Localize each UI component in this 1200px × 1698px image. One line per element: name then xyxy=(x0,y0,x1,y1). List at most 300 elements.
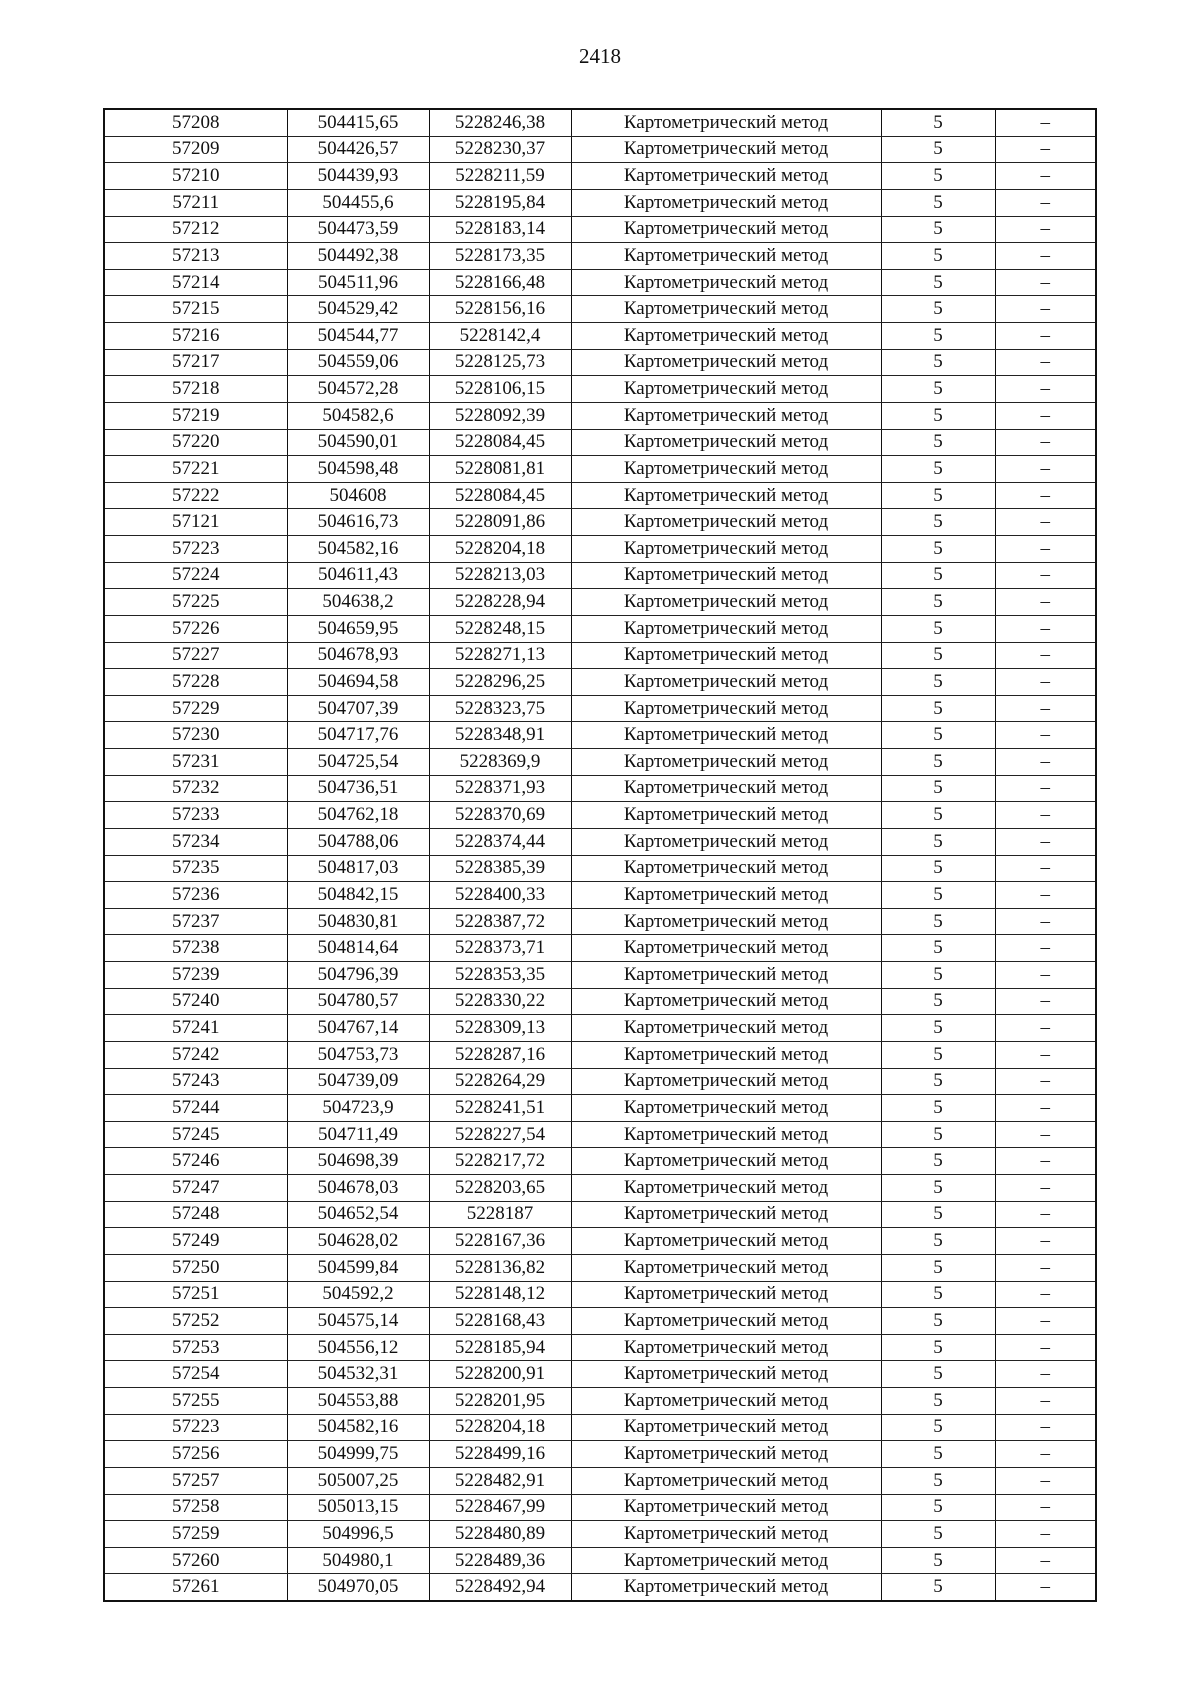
point-number-cell: 57232 xyxy=(104,775,287,802)
y-coordinate-cell: 5228204,18 xyxy=(429,536,571,563)
method-cell: Картометрический метод xyxy=(571,1388,881,1415)
point-number-cell: 57255 xyxy=(104,1388,287,1415)
accuracy-cell: 5 xyxy=(881,828,995,855)
note-cell: – xyxy=(995,323,1096,350)
x-coordinate-cell: 504698,39 xyxy=(287,1148,429,1175)
point-number-cell: 57218 xyxy=(104,376,287,403)
table-row xyxy=(104,109,1096,136)
x-coordinate-cell: 504439,93 xyxy=(287,163,429,190)
point-number-cell: 57260 xyxy=(104,1547,287,1574)
table-row xyxy=(104,1467,1096,1494)
method-cell: Картометрический метод xyxy=(571,1041,881,1068)
x-coordinate-cell: 504753,73 xyxy=(287,1041,429,1068)
x-coordinate-cell: 504707,39 xyxy=(287,695,429,722)
table-row xyxy=(104,1414,1096,1441)
accuracy-cell: 5 xyxy=(881,1414,995,1441)
y-coordinate-cell: 5228387,72 xyxy=(429,908,571,935)
y-coordinate-cell: 5228156,16 xyxy=(429,296,571,323)
accuracy-cell: 5 xyxy=(881,1228,995,1255)
table-row xyxy=(104,536,1096,563)
accuracy-cell: 5 xyxy=(881,855,995,882)
table-row xyxy=(104,402,1096,429)
table-row xyxy=(104,1175,1096,1202)
table-row xyxy=(104,775,1096,802)
point-number-cell: 57248 xyxy=(104,1201,287,1228)
y-coordinate-cell: 5228142,4 xyxy=(429,323,571,350)
x-coordinate-cell: 504553,88 xyxy=(287,1388,429,1415)
point-number-cell: 57236 xyxy=(104,882,287,909)
point-number-cell: 57261 xyxy=(104,1574,287,1601)
note-cell: – xyxy=(995,109,1096,136)
point-number-cell: 57242 xyxy=(104,1041,287,1068)
accuracy-cell: 5 xyxy=(881,642,995,669)
method-cell: Картометрический метод xyxy=(571,908,881,935)
method-cell: Картометрический метод xyxy=(571,1308,881,1335)
accuracy-cell: 5 xyxy=(881,1068,995,1095)
accuracy-cell: 5 xyxy=(881,482,995,509)
y-coordinate-cell: 5228374,44 xyxy=(429,828,571,855)
table-row xyxy=(104,323,1096,350)
y-coordinate-cell: 5228227,54 xyxy=(429,1121,571,1148)
note-cell: – xyxy=(995,669,1096,696)
point-number-cell: 57208 xyxy=(104,109,287,136)
x-coordinate-cell: 504582,16 xyxy=(287,1414,429,1441)
x-coordinate-cell: 504814,64 xyxy=(287,935,429,962)
method-cell: Картометрический метод xyxy=(571,1547,881,1574)
x-coordinate-cell: 504426,57 xyxy=(287,136,429,163)
y-coordinate-cell: 5228499,16 xyxy=(429,1441,571,1468)
note-cell: – xyxy=(995,935,1096,962)
table-row xyxy=(104,828,1096,855)
note-cell: – xyxy=(995,722,1096,749)
method-cell: Картометрический метод xyxy=(571,802,881,829)
x-coordinate-cell: 504599,84 xyxy=(287,1254,429,1281)
x-coordinate-cell: 504817,03 xyxy=(287,855,429,882)
accuracy-cell: 5 xyxy=(881,269,995,296)
x-coordinate-cell: 504415,65 xyxy=(287,109,429,136)
note-cell: – xyxy=(995,908,1096,935)
y-coordinate-cell: 5228480,89 xyxy=(429,1521,571,1548)
method-cell: Картометрический метод xyxy=(571,855,881,882)
table-row xyxy=(104,882,1096,909)
table-row xyxy=(104,1015,1096,1042)
table-row xyxy=(104,1361,1096,1388)
note-cell: – xyxy=(995,349,1096,376)
note-cell: – xyxy=(995,882,1096,909)
accuracy-cell: 5 xyxy=(881,189,995,216)
method-cell: Картометрический метод xyxy=(571,1334,881,1361)
y-coordinate-cell: 5228400,33 xyxy=(429,882,571,909)
accuracy-cell: 5 xyxy=(881,509,995,536)
point-number-cell: 57257 xyxy=(104,1467,287,1494)
x-coordinate-cell: 504762,18 xyxy=(287,802,429,829)
y-coordinate-cell: 5228467,99 xyxy=(429,1494,571,1521)
note-cell: – xyxy=(995,189,1096,216)
method-cell: Картометрический метод xyxy=(571,1574,881,1601)
note-cell: – xyxy=(995,296,1096,323)
x-coordinate-cell: 504788,06 xyxy=(287,828,429,855)
table-row xyxy=(104,695,1096,722)
method-cell: Картометрический метод xyxy=(571,1015,881,1042)
point-number-cell: 57228 xyxy=(104,669,287,696)
y-coordinate-cell: 5228228,94 xyxy=(429,589,571,616)
note-cell: – xyxy=(995,1281,1096,1308)
point-number-cell: 57230 xyxy=(104,722,287,749)
accuracy-cell: 5 xyxy=(881,323,995,350)
note-cell: – xyxy=(995,775,1096,802)
method-cell: Картометрический метод xyxy=(571,269,881,296)
note-cell: – xyxy=(995,1308,1096,1335)
note-cell: – xyxy=(995,456,1096,483)
point-number-cell: 57243 xyxy=(104,1068,287,1095)
note-cell: – xyxy=(995,536,1096,563)
x-coordinate-cell: 504556,12 xyxy=(287,1334,429,1361)
point-number-cell: 57121 xyxy=(104,509,287,536)
method-cell: Картометрический метод xyxy=(571,349,881,376)
x-coordinate-cell: 505013,15 xyxy=(287,1494,429,1521)
y-coordinate-cell: 5228091,86 xyxy=(429,509,571,536)
point-number-cell: 57219 xyxy=(104,402,287,429)
note-cell: – xyxy=(995,802,1096,829)
coordinates-table-body xyxy=(104,109,1096,1601)
table-row xyxy=(104,1334,1096,1361)
table-row xyxy=(104,615,1096,642)
method-cell: Картометрический метод xyxy=(571,163,881,190)
x-coordinate-cell: 504711,49 xyxy=(287,1121,429,1148)
method-cell: Картометрический метод xyxy=(571,589,881,616)
y-coordinate-cell: 5228187 xyxy=(429,1201,571,1228)
y-coordinate-cell: 5228204,18 xyxy=(429,1414,571,1441)
method-cell: Картометрический метод xyxy=(571,243,881,270)
accuracy-cell: 5 xyxy=(881,456,995,483)
point-number-cell: 57231 xyxy=(104,749,287,776)
point-number-cell: 57229 xyxy=(104,695,287,722)
accuracy-cell: 5 xyxy=(881,908,995,935)
method-cell: Картометрический метод xyxy=(571,296,881,323)
x-coordinate-cell: 504694,58 xyxy=(287,669,429,696)
x-coordinate-cell: 504678,03 xyxy=(287,1175,429,1202)
note-cell: – xyxy=(995,589,1096,616)
point-number-cell: 57233 xyxy=(104,802,287,829)
point-number-cell: 57244 xyxy=(104,1095,287,1122)
point-number-cell: 57245 xyxy=(104,1121,287,1148)
y-coordinate-cell: 5228213,03 xyxy=(429,562,571,589)
table-row xyxy=(104,509,1096,536)
y-coordinate-cell: 5228248,15 xyxy=(429,615,571,642)
y-coordinate-cell: 5228211,59 xyxy=(429,163,571,190)
table-row xyxy=(104,1068,1096,1095)
accuracy-cell: 5 xyxy=(881,1361,995,1388)
table-row xyxy=(104,855,1096,882)
note-cell: – xyxy=(995,163,1096,190)
table-row xyxy=(104,908,1096,935)
note-cell: – xyxy=(995,695,1096,722)
x-coordinate-cell: 504590,01 xyxy=(287,429,429,456)
accuracy-cell: 5 xyxy=(881,1308,995,1335)
y-coordinate-cell: 5228200,91 xyxy=(429,1361,571,1388)
table-row xyxy=(104,562,1096,589)
table-row xyxy=(104,216,1096,243)
point-number-cell: 57254 xyxy=(104,1361,287,1388)
note-cell: – xyxy=(995,1467,1096,1494)
accuracy-cell: 5 xyxy=(881,935,995,962)
note-cell: – xyxy=(995,1095,1096,1122)
accuracy-cell: 5 xyxy=(881,722,995,749)
note-cell: – xyxy=(995,749,1096,776)
point-number-cell: 57211 xyxy=(104,189,287,216)
note-cell: – xyxy=(995,855,1096,882)
method-cell: Картометрический метод xyxy=(571,669,881,696)
table-row xyxy=(104,189,1096,216)
x-coordinate-cell: 504598,48 xyxy=(287,456,429,483)
y-coordinate-cell: 5228136,82 xyxy=(429,1254,571,1281)
x-coordinate-cell: 504572,28 xyxy=(287,376,429,403)
table-row xyxy=(104,1494,1096,1521)
accuracy-cell: 5 xyxy=(881,1095,995,1122)
x-coordinate-cell: 504767,14 xyxy=(287,1015,429,1042)
accuracy-cell: 5 xyxy=(881,376,995,403)
point-number-cell: 57237 xyxy=(104,908,287,935)
point-number-cell: 57259 xyxy=(104,1521,287,1548)
note-cell: – xyxy=(995,243,1096,270)
method-cell: Картометрический метод xyxy=(571,1441,881,1468)
y-coordinate-cell: 5228092,39 xyxy=(429,402,571,429)
table-row xyxy=(104,1095,1096,1122)
note-cell: – xyxy=(995,1121,1096,1148)
accuracy-cell: 5 xyxy=(881,136,995,163)
point-number-cell: 57235 xyxy=(104,855,287,882)
method-cell: Картометрический метод xyxy=(571,642,881,669)
method-cell: Картометрический метод xyxy=(571,109,881,136)
accuracy-cell: 5 xyxy=(881,1547,995,1574)
method-cell: Картометрический метод xyxy=(571,1068,881,1095)
y-coordinate-cell: 5228106,15 xyxy=(429,376,571,403)
table-row xyxy=(104,1547,1096,1574)
table-row xyxy=(104,269,1096,296)
method-cell: Картометрический метод xyxy=(571,882,881,909)
y-coordinate-cell: 5228482,91 xyxy=(429,1467,571,1494)
x-coordinate-cell: 504717,76 xyxy=(287,722,429,749)
x-coordinate-cell: 504473,59 xyxy=(287,216,429,243)
accuracy-cell: 5 xyxy=(881,429,995,456)
x-coordinate-cell: 504582,6 xyxy=(287,402,429,429)
x-coordinate-cell: 504830,81 xyxy=(287,908,429,935)
method-cell: Картометрический метод xyxy=(571,136,881,163)
table-row xyxy=(104,136,1096,163)
method-cell: Картометрический метод xyxy=(571,615,881,642)
note-cell: – xyxy=(995,1148,1096,1175)
table-row xyxy=(104,1121,1096,1148)
accuracy-cell: 5 xyxy=(881,962,995,989)
method-cell: Картометрический метод xyxy=(571,1361,881,1388)
method-cell: Картометрический метод xyxy=(571,1175,881,1202)
y-coordinate-cell: 5228264,29 xyxy=(429,1068,571,1095)
point-number-cell: 57258 xyxy=(104,1494,287,1521)
x-coordinate-cell: 505007,25 xyxy=(287,1467,429,1494)
method-cell: Картометрический метод xyxy=(571,1494,881,1521)
accuracy-cell: 5 xyxy=(881,589,995,616)
accuracy-cell: 5 xyxy=(881,669,995,696)
table-row xyxy=(104,456,1096,483)
note-cell: – xyxy=(995,962,1096,989)
y-coordinate-cell: 5228185,94 xyxy=(429,1334,571,1361)
y-coordinate-cell: 5228081,81 xyxy=(429,456,571,483)
y-coordinate-cell: 5228166,48 xyxy=(429,269,571,296)
accuracy-cell: 5 xyxy=(881,536,995,563)
x-coordinate-cell: 504678,93 xyxy=(287,642,429,669)
accuracy-cell: 5 xyxy=(881,988,995,1015)
table-row xyxy=(104,429,1096,456)
y-coordinate-cell: 5228371,93 xyxy=(429,775,571,802)
y-coordinate-cell: 5228385,39 xyxy=(429,855,571,882)
method-cell: Картометрический метод xyxy=(571,509,881,536)
point-number-cell: 57214 xyxy=(104,269,287,296)
y-coordinate-cell: 5228246,38 xyxy=(429,109,571,136)
method-cell: Картометрический метод xyxy=(571,962,881,989)
method-cell: Картометрический метод xyxy=(571,402,881,429)
y-coordinate-cell: 5228173,35 xyxy=(429,243,571,270)
point-number-cell: 57241 xyxy=(104,1015,287,1042)
table-row xyxy=(104,589,1096,616)
point-number-cell: 57247 xyxy=(104,1175,287,1202)
y-coordinate-cell: 5228241,51 xyxy=(429,1095,571,1122)
table-row xyxy=(104,749,1096,776)
note-cell: – xyxy=(995,988,1096,1015)
y-coordinate-cell: 5228084,45 xyxy=(429,429,571,456)
point-number-cell: 57246 xyxy=(104,1148,287,1175)
y-coordinate-cell: 5228296,25 xyxy=(429,669,571,696)
x-coordinate-cell: 504592,2 xyxy=(287,1281,429,1308)
y-coordinate-cell: 5228203,65 xyxy=(429,1175,571,1202)
method-cell: Картометрический метод xyxy=(571,1521,881,1548)
y-coordinate-cell: 5228309,13 xyxy=(429,1015,571,1042)
note-cell: – xyxy=(995,1521,1096,1548)
x-coordinate-cell: 504970,05 xyxy=(287,1574,429,1601)
method-cell: Картометрический метод xyxy=(571,376,881,403)
y-coordinate-cell: 5228084,45 xyxy=(429,482,571,509)
x-coordinate-cell: 504780,57 xyxy=(287,988,429,1015)
table-row xyxy=(104,642,1096,669)
accuracy-cell: 5 xyxy=(881,1148,995,1175)
y-coordinate-cell: 5228195,84 xyxy=(429,189,571,216)
note-cell: – xyxy=(995,216,1096,243)
accuracy-cell: 5 xyxy=(881,695,995,722)
y-coordinate-cell: 5228168,43 xyxy=(429,1308,571,1335)
method-cell: Картометрический метод xyxy=(571,1095,881,1122)
note-cell: – xyxy=(995,402,1096,429)
x-coordinate-cell: 504492,38 xyxy=(287,243,429,270)
accuracy-cell: 5 xyxy=(881,1467,995,1494)
x-coordinate-cell: 504611,43 xyxy=(287,562,429,589)
note-cell: – xyxy=(995,1414,1096,1441)
note-cell: – xyxy=(995,1015,1096,1042)
x-coordinate-cell: 504736,51 xyxy=(287,775,429,802)
method-cell: Картометрический метод xyxy=(571,216,881,243)
accuracy-cell: 5 xyxy=(881,1521,995,1548)
accuracy-cell: 5 xyxy=(881,1121,995,1148)
table-row xyxy=(104,163,1096,190)
table-row xyxy=(104,376,1096,403)
note-cell: – xyxy=(995,1361,1096,1388)
x-coordinate-cell: 504616,73 xyxy=(287,509,429,536)
accuracy-cell: 5 xyxy=(881,775,995,802)
note-cell: – xyxy=(995,615,1096,642)
point-number-cell: 57239 xyxy=(104,962,287,989)
x-coordinate-cell: 504575,14 xyxy=(287,1308,429,1335)
method-cell: Картометрический метод xyxy=(571,429,881,456)
table-row xyxy=(104,349,1096,376)
accuracy-cell: 5 xyxy=(881,296,995,323)
x-coordinate-cell: 504455,6 xyxy=(287,189,429,216)
accuracy-cell: 5 xyxy=(881,1494,995,1521)
point-number-cell: 57227 xyxy=(104,642,287,669)
x-coordinate-cell: 504628,02 xyxy=(287,1228,429,1255)
point-number-cell: 57215 xyxy=(104,296,287,323)
x-coordinate-cell: 504582,16 xyxy=(287,536,429,563)
table-row xyxy=(104,296,1096,323)
x-coordinate-cell: 504511,96 xyxy=(287,269,429,296)
point-number-cell: 57234 xyxy=(104,828,287,855)
y-coordinate-cell: 5228148,12 xyxy=(429,1281,571,1308)
accuracy-cell: 5 xyxy=(881,562,995,589)
point-number-cell: 57210 xyxy=(104,163,287,190)
y-coordinate-cell: 5228230,37 xyxy=(429,136,571,163)
accuracy-cell: 5 xyxy=(881,163,995,190)
accuracy-cell: 5 xyxy=(881,749,995,776)
x-coordinate-cell: 504842,15 xyxy=(287,882,429,909)
x-coordinate-cell: 504723,9 xyxy=(287,1095,429,1122)
point-number-cell: 57224 xyxy=(104,562,287,589)
y-coordinate-cell: 5228125,73 xyxy=(429,349,571,376)
method-cell: Картометрический метод xyxy=(571,775,881,802)
method-cell: Картометрический метод xyxy=(571,1467,881,1494)
accuracy-cell: 5 xyxy=(881,1254,995,1281)
x-coordinate-cell: 504532,31 xyxy=(287,1361,429,1388)
x-coordinate-cell: 504544,77 xyxy=(287,323,429,350)
y-coordinate-cell: 5228492,94 xyxy=(429,1574,571,1601)
table-row xyxy=(104,1148,1096,1175)
table-row xyxy=(104,1281,1096,1308)
point-number-cell: 57238 xyxy=(104,935,287,962)
note-cell: – xyxy=(995,1388,1096,1415)
note-cell: – xyxy=(995,562,1096,589)
coordinates-table xyxy=(103,108,1097,1602)
accuracy-cell: 5 xyxy=(881,349,995,376)
accuracy-cell: 5 xyxy=(881,615,995,642)
x-coordinate-cell: 504529,42 xyxy=(287,296,429,323)
note-cell: – xyxy=(995,509,1096,536)
y-coordinate-cell: 5228167,36 xyxy=(429,1228,571,1255)
point-number-cell: 57253 xyxy=(104,1334,287,1361)
point-number-cell: 57221 xyxy=(104,456,287,483)
y-coordinate-cell: 5228353,35 xyxy=(429,962,571,989)
y-coordinate-cell: 5228370,69 xyxy=(429,802,571,829)
method-cell: Картометрический метод xyxy=(571,1254,881,1281)
table-row xyxy=(104,802,1096,829)
y-coordinate-cell: 5228369,9 xyxy=(429,749,571,776)
accuracy-cell: 5 xyxy=(881,802,995,829)
method-cell: Картометрический метод xyxy=(571,562,881,589)
method-cell: Картометрический метод xyxy=(571,189,881,216)
method-cell: Картометрический метод xyxy=(571,749,881,776)
note-cell: – xyxy=(995,269,1096,296)
table-row xyxy=(104,935,1096,962)
note-cell: – xyxy=(995,828,1096,855)
point-number-cell: 57249 xyxy=(104,1228,287,1255)
method-cell: Картометрический метод xyxy=(571,695,881,722)
point-number-cell: 57220 xyxy=(104,429,287,456)
point-number-cell: 57240 xyxy=(104,988,287,1015)
